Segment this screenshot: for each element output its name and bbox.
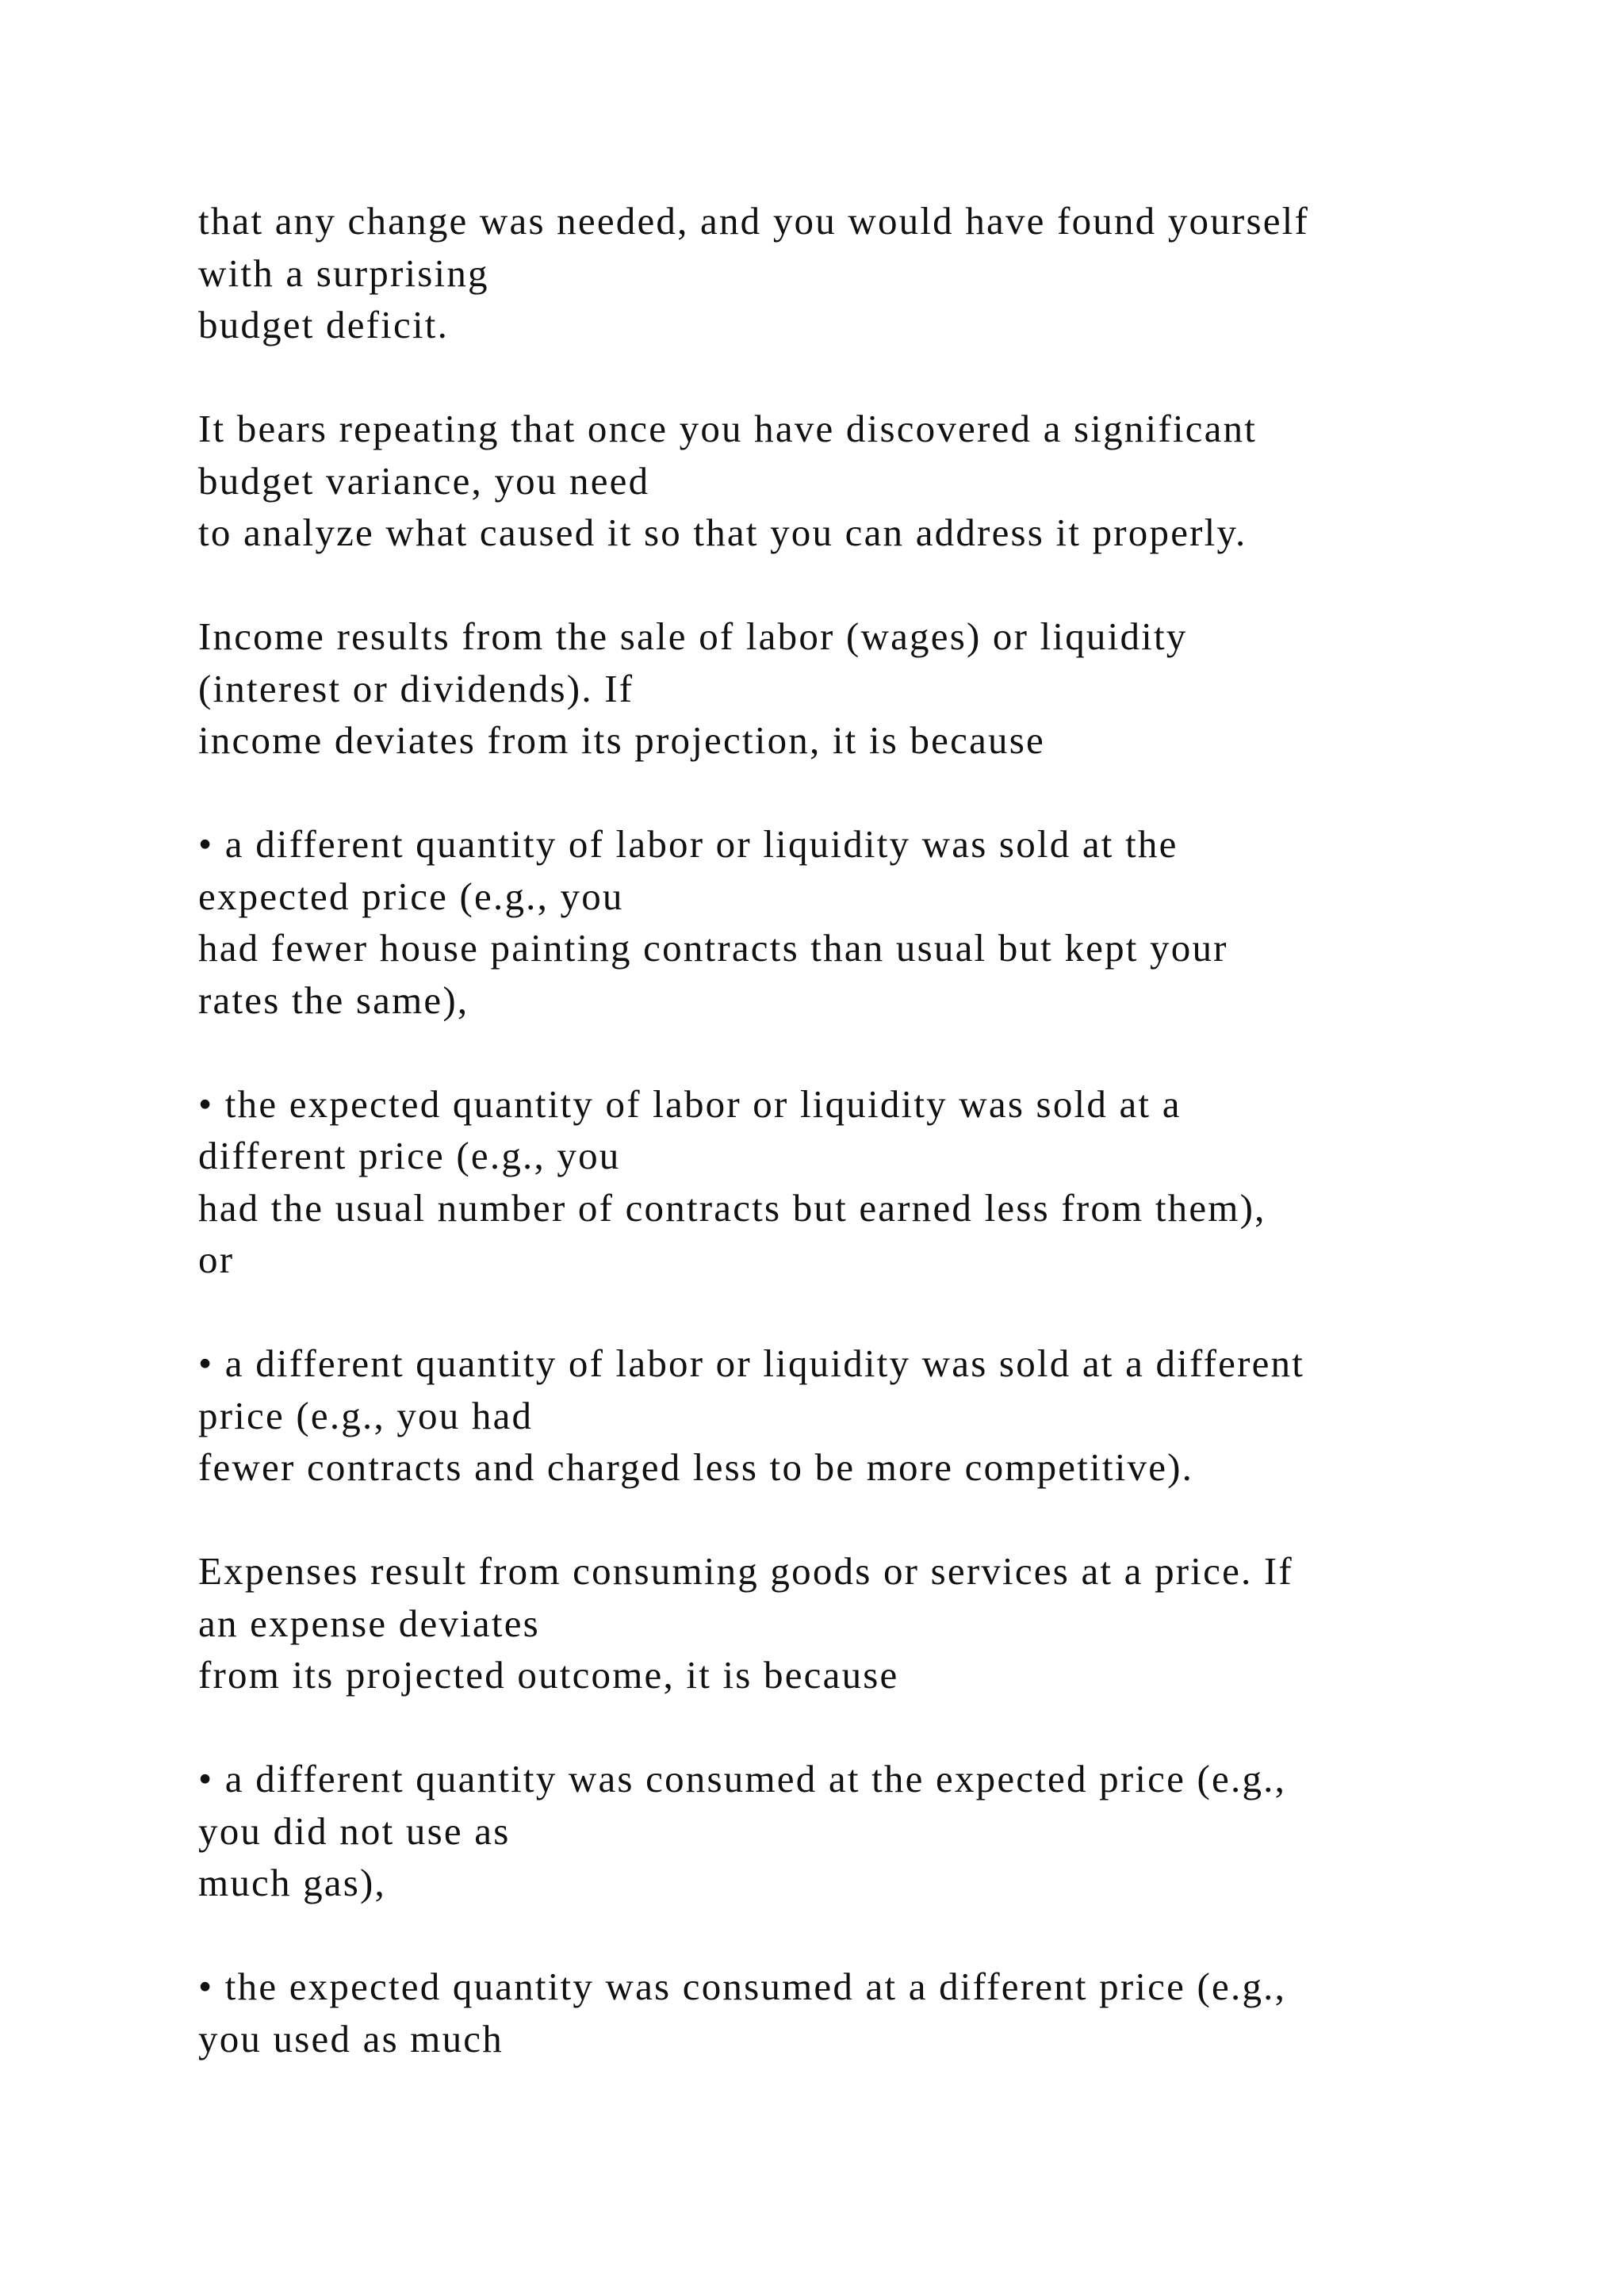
text-line: price (e.g., you had xyxy=(198,1393,534,1437)
bullet-item xyxy=(198,1337,1546,1494)
text-line: expected price (e.g., you xyxy=(198,874,624,918)
paragraph-spacer xyxy=(198,351,1546,404)
text-line: from its projected outcome, it is because xyxy=(198,1653,899,1697)
paragraph xyxy=(198,610,1546,767)
text-line: had fewer house painting contracts than usual but kept your xyxy=(198,926,1228,970)
text-line: you used as much xyxy=(198,2016,504,2061)
document-body xyxy=(198,195,1546,2064)
text-line: that any change was needed, and you would have found yourself xyxy=(198,199,1309,243)
text-line: budget variance, you need xyxy=(198,458,650,503)
text-line: Income results from the sale of labor (wages) or liquidity xyxy=(198,614,1188,658)
text-line: rates the same), xyxy=(198,978,469,1022)
paragraph xyxy=(198,195,1546,351)
paragraph-spacer xyxy=(198,1026,1546,1078)
text-line: you did not use as xyxy=(198,1808,511,1853)
text-line: • a different quantity was consumed at the expected price (e.g., xyxy=(198,1757,1287,1800)
text-line: • a different quantity of labor or liquidity was sold at the xyxy=(198,822,1178,866)
text-line: or xyxy=(198,1238,235,1281)
text-line: (interest or dividends). If xyxy=(198,666,634,710)
text-line: budget deficit. xyxy=(198,303,450,346)
bullet-item xyxy=(198,1753,1546,1909)
text-line: much gas), xyxy=(198,1861,386,1904)
text-line: • a different quantity of labor or liquidity was sold at a different xyxy=(198,1341,1305,1385)
text-line: to analyze what caused it so that you can address it properly. xyxy=(198,511,1247,554)
paragraph-spacer xyxy=(198,1494,1546,1546)
text-line: an expense deviates xyxy=(198,1601,540,1645)
paragraph-spacer xyxy=(198,1701,1546,1754)
text-line: • the expected quantity was consumed at a different price (e.g., xyxy=(198,1965,1287,2008)
bullet-item xyxy=(198,818,1546,1026)
paragraph xyxy=(198,403,1546,559)
text-line: had the usual number of contracts but earned less from them), xyxy=(198,1185,1266,1230)
paragraph-spacer xyxy=(198,1286,1546,1338)
paragraph-spacer xyxy=(198,767,1546,819)
text-line: fewer contracts and charged less to be more competitive). xyxy=(198,1445,1194,1489)
text-line: income deviates from its projection, it is because xyxy=(198,718,1045,762)
paragraph-spacer xyxy=(198,559,1546,611)
text-line: • the expected quantity of labor or liquidity was sold at a xyxy=(198,1081,1182,1126)
paragraph xyxy=(198,1545,1546,1701)
text-line: Expenses result from consuming goods or services at a price. If xyxy=(198,1549,1293,1593)
paragraph-spacer xyxy=(198,1909,1546,1961)
bullet-item xyxy=(198,1078,1546,1286)
text-line: different price (e.g., you xyxy=(198,1134,621,1177)
text-line: It bears repeating that once you have discovered a significant xyxy=(198,407,1258,450)
bullet-item xyxy=(198,1961,1546,2064)
text-line: with a surprising xyxy=(198,251,489,295)
